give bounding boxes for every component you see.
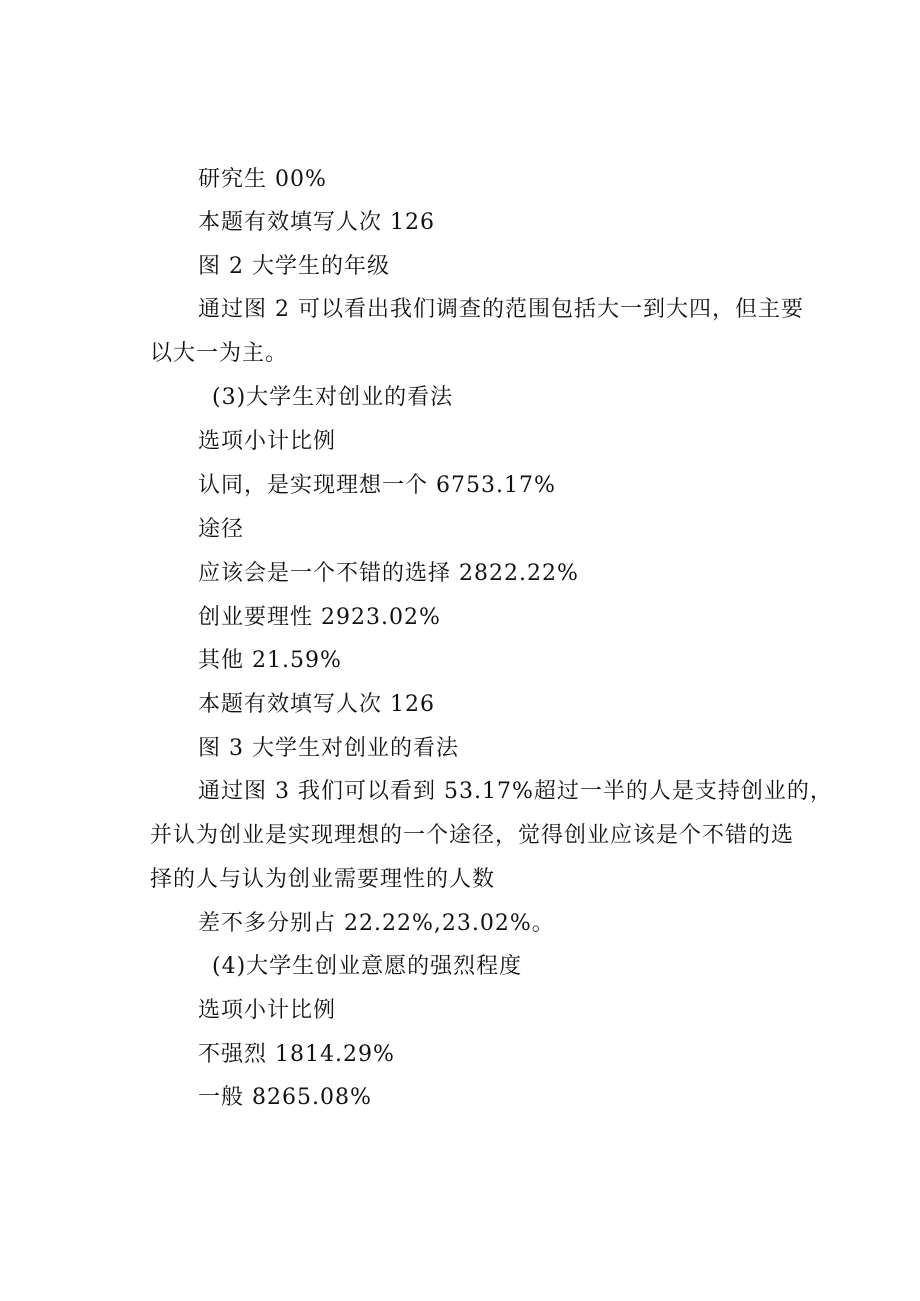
paragraph-line: 并认为创业是实现理想的一个途径，觉得创业应该是个不错的选	[150, 823, 795, 848]
section-heading: (4)大学生创业意愿的强烈程度	[212, 954, 523, 979]
figure-caption: 图 3 大学生对创业的看法	[198, 736, 459, 761]
text-line: 本题有效填写人次 126	[198, 692, 435, 717]
table-header: 选项小计比例	[198, 998, 337, 1023]
text-line: 本题有效填写人次 126	[198, 210, 435, 235]
table-row: 途径	[198, 517, 245, 542]
table-row: 创业要理性 2923.02%	[198, 605, 441, 630]
table-row: 应该会是一个不错的选择 2822.22%	[198, 561, 579, 586]
table-row: 认同，是实现理想一个 6753.17%	[198, 473, 556, 498]
paragraph-line: 以大一为主。	[150, 341, 289, 366]
text-line: 研究生 00%	[198, 167, 327, 192]
table-row: 不强烈 1814.29%	[198, 1042, 395, 1067]
section-heading: (3)大学生对创业的看法	[212, 385, 454, 410]
paragraph-line: 通过图 2 可以看出我们调查的范围包括大一到大四，但主要	[198, 297, 804, 322]
paragraph-line: 择的人与认为创业需要理性的人数	[150, 867, 496, 892]
figure-caption: 图 2 大学生的年级	[198, 254, 390, 279]
table-header: 选项小计比例	[198, 429, 337, 454]
table-row: 一般 8265.08%	[198, 1085, 372, 1110]
paragraph-line: 通过图 3 我们可以看到 53.17%超过一半的人是支持创业的，	[198, 779, 833, 804]
paragraph-line: 差不多分别占 22.22%,23.02%。	[198, 911, 555, 936]
table-row: 其他 21.59%	[198, 648, 342, 673]
